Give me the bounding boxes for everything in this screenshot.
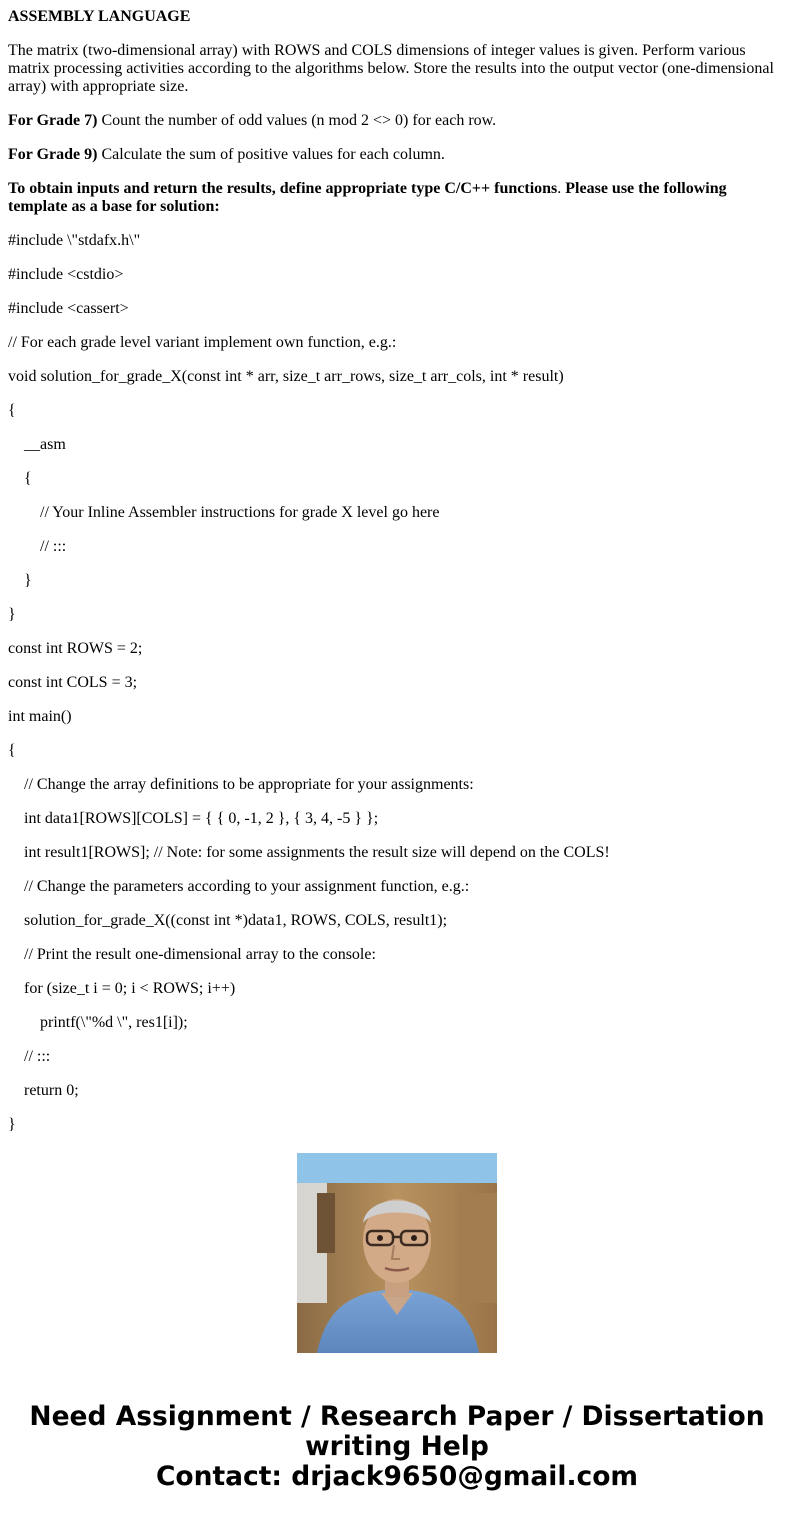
grade-9-label: For Grade 9) — [8, 146, 98, 163]
code-line: __asm — [24, 436, 66, 453]
assignment-document — [8, 0, 784, 1133]
promo-footer — [0, 1402, 794, 1492]
code-line: } — [8, 1116, 16, 1133]
code-line: // Change the array definitions to be appropriate for your assignments: — [24, 776, 474, 793]
promo-line-1: Need Assignment / Research Paper / Dissertation — [29, 1401, 765, 1432]
code-line: const int ROWS = 2; — [8, 640, 143, 657]
instructions-paragraph: To obtain inputs and return the results, define appropriate type C/C++ functions. Please use the following template as a base for solution: — [8, 180, 727, 215]
code-line: #include \"stdafx.h\" — [8, 232, 141, 249]
code-line: printf(\"%d \", res1[i]); — [40, 1014, 188, 1031]
grade-7-task — [8, 112, 784, 130]
code-line: const int COLS = 3; — [8, 674, 138, 691]
code-line: } — [24, 572, 32, 589]
code-line: int result1[ROWS]; // Note: for some assignments the result size will depend on the COLS! — [24, 844, 610, 861]
code-line: return 0; — [24, 1082, 79, 1099]
grade-7-label: For Grade 7) — [8, 112, 98, 129]
code-line: // ::: — [40, 538, 67, 555]
code-line: #include <cassert> — [8, 300, 129, 317]
grade-9-text: Calculate the sum of positive values for each column. — [97, 146, 445, 163]
code-line: int data1[ROWS][COLS] = { { 0, -1, 2 }, { 3, 4, -5 } }; — [24, 810, 379, 827]
grade-7-text: Count the number of odd values (n mod 2 <> 0) for each row. — [97, 112, 497, 129]
code-line: { — [24, 470, 32, 487]
code-line: for (size_t i = 0; i < ROWS; i++) — [24, 980, 236, 997]
code-line: solution_for_grade_X((const int *)data1, ROWS, COLS, result1); — [24, 912, 448, 929]
intro-paragraph: The matrix (two-dimensional array) with ROWS and COLS dimensions of integer values is given. Perform various matrix processing activities according to the algorithms below. Store the results into the output vector (one-dimensional array) with appropriate size. — [8, 42, 774, 95]
code-line: // Your Inline Assembler instructions for grade X level go here — [40, 504, 440, 521]
code-line: void solution_for_grade_X(const int * arr, size_t arr_rows, size_t arr_cols, int * result) — [8, 368, 564, 385]
promo-contact: Contact: drjack9650@gmail.com — [155, 1461, 639, 1492]
code-line: int main() — [8, 708, 72, 725]
code-line: // ::: — [24, 1048, 51, 1065]
code-line: // Print the result one-dimensional array to the console: — [24, 946, 376, 963]
code-line: // For each grade level variant implement own function, e.g.: — [8, 334, 397, 351]
code-line: #include <cstdio> — [8, 266, 124, 283]
code-line: } — [8, 606, 16, 623]
code-line: // Change the parameters according to your assignment function, e.g.: — [24, 878, 470, 895]
author-photo — [297, 1153, 497, 1353]
code-line: { — [8, 402, 16, 419]
code-line: { — [8, 742, 16, 759]
promo-line-2: writing Help — [305, 1431, 489, 1462]
grade-9-task — [8, 146, 784, 164]
document-title: ASSEMBLY LANGUAGE — [8, 8, 191, 25]
